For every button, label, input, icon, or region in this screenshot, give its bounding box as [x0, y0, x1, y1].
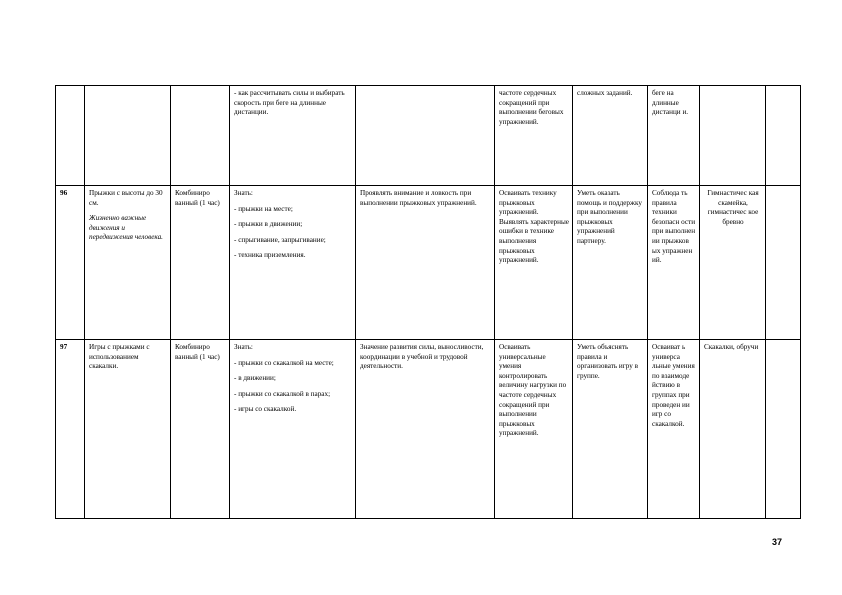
- topic-section: Жизненно важные движения и передвижения человека.: [89, 214, 163, 242]
- cell-equipment: [700, 86, 766, 186]
- cell-actions: Осваивать технику прыжковых упражнений. Выявлять характерные ошибки в технике выполнения прыжковых упражнений.: [495, 186, 573, 340]
- cell-personal: беге на длинные дистанци и.: [648, 86, 700, 186]
- cell-num: 96: [56, 186, 85, 340]
- cell-topic: [85, 86, 171, 186]
- cell-type: Комбиниро ванный (1 час): [171, 340, 230, 519]
- cell-know: [230, 340, 356, 519]
- cell-develop: [356, 86, 495, 186]
- cell-comm: Уметь оказать помощь и поддержку при выполнении прыжковых упражнений партнеру.: [573, 186, 648, 340]
- cell-personal: Соблюда ть правила техники безопасн ости при выполнен ии прыжков ых упражнен ий.: [648, 186, 700, 340]
- know-line: Знать:: [234, 343, 253, 351]
- cell-extra: [766, 186, 801, 340]
- cell-develop: Проявлять внимание и ловкость при выполнении прыжковых упражнений.: [356, 186, 495, 340]
- know-line: - прыжки на месте;: [234, 204, 293, 213]
- topic-title: Игры с прыжками с использованием скакалки.: [89, 343, 150, 371]
- know-line: - прыжки в движении;: [234, 220, 303, 229]
- cell-topic: [85, 340, 171, 519]
- table-row: [56, 86, 801, 186]
- cell-extra: [766, 86, 801, 186]
- table-row: [56, 186, 801, 340]
- know-line: - игры со скакалкой.: [234, 405, 297, 414]
- cell-extra: [766, 340, 801, 519]
- page-number: 37: [772, 537, 783, 547]
- cell-comm: сложных заданий.: [573, 86, 648, 186]
- know-line: - техника приземления.: [234, 251, 306, 260]
- know-line: - прыжки со скакалкой в парах;: [234, 389, 331, 398]
- cell-know: [230, 186, 356, 340]
- cell-actions: частоте сердечных сокращений при выполнении беговых упражнений.: [495, 86, 573, 186]
- cell-topic: [85, 186, 171, 340]
- lesson-plan-table: [55, 85, 801, 519]
- topic-title: Прыжки с высоты до 30 см.: [89, 189, 163, 207]
- know-line: - в движении;: [234, 374, 276, 383]
- know-line: - спрыгивание, запрыгивание;: [234, 235, 326, 244]
- cell-num: [56, 86, 85, 186]
- cell-equipment: Скакалки, обручи: [700, 340, 766, 519]
- know-line: - как рассчитывать силы и выбирать скорость при беге на длинные дистанции.: [234, 89, 345, 117]
- cell-type: Комбиниро ванный (1 час): [171, 186, 230, 340]
- cell-num: 97: [56, 340, 85, 519]
- table-row: [56, 340, 801, 519]
- cell-equipment: Гимнастичес кая скамейка, гимнастичес кое бревно: [700, 186, 766, 340]
- cell-personal: Осваиват ь универса льные умения по взаимоде йствию в группах при проведен ии игр со скакалкой.: [648, 340, 700, 519]
- cell-comm: Уметь объяснять правила и организовать игру в группе.: [573, 340, 648, 519]
- cell-develop: Значение развития силы, выносливости, координации в учебной и трудовой деятельности.: [356, 340, 495, 519]
- cell-type: [171, 86, 230, 186]
- know-line: Знать:: [234, 189, 253, 197]
- cell-know: [230, 86, 356, 186]
- know-line: - прыжки со скакалкой на месте;: [234, 358, 334, 367]
- cell-actions: Осваивать универсальные умения контролировать величину нагрузки по частоте сердечных сокращений при выполнении прыжковых упражнений.: [495, 340, 573, 519]
